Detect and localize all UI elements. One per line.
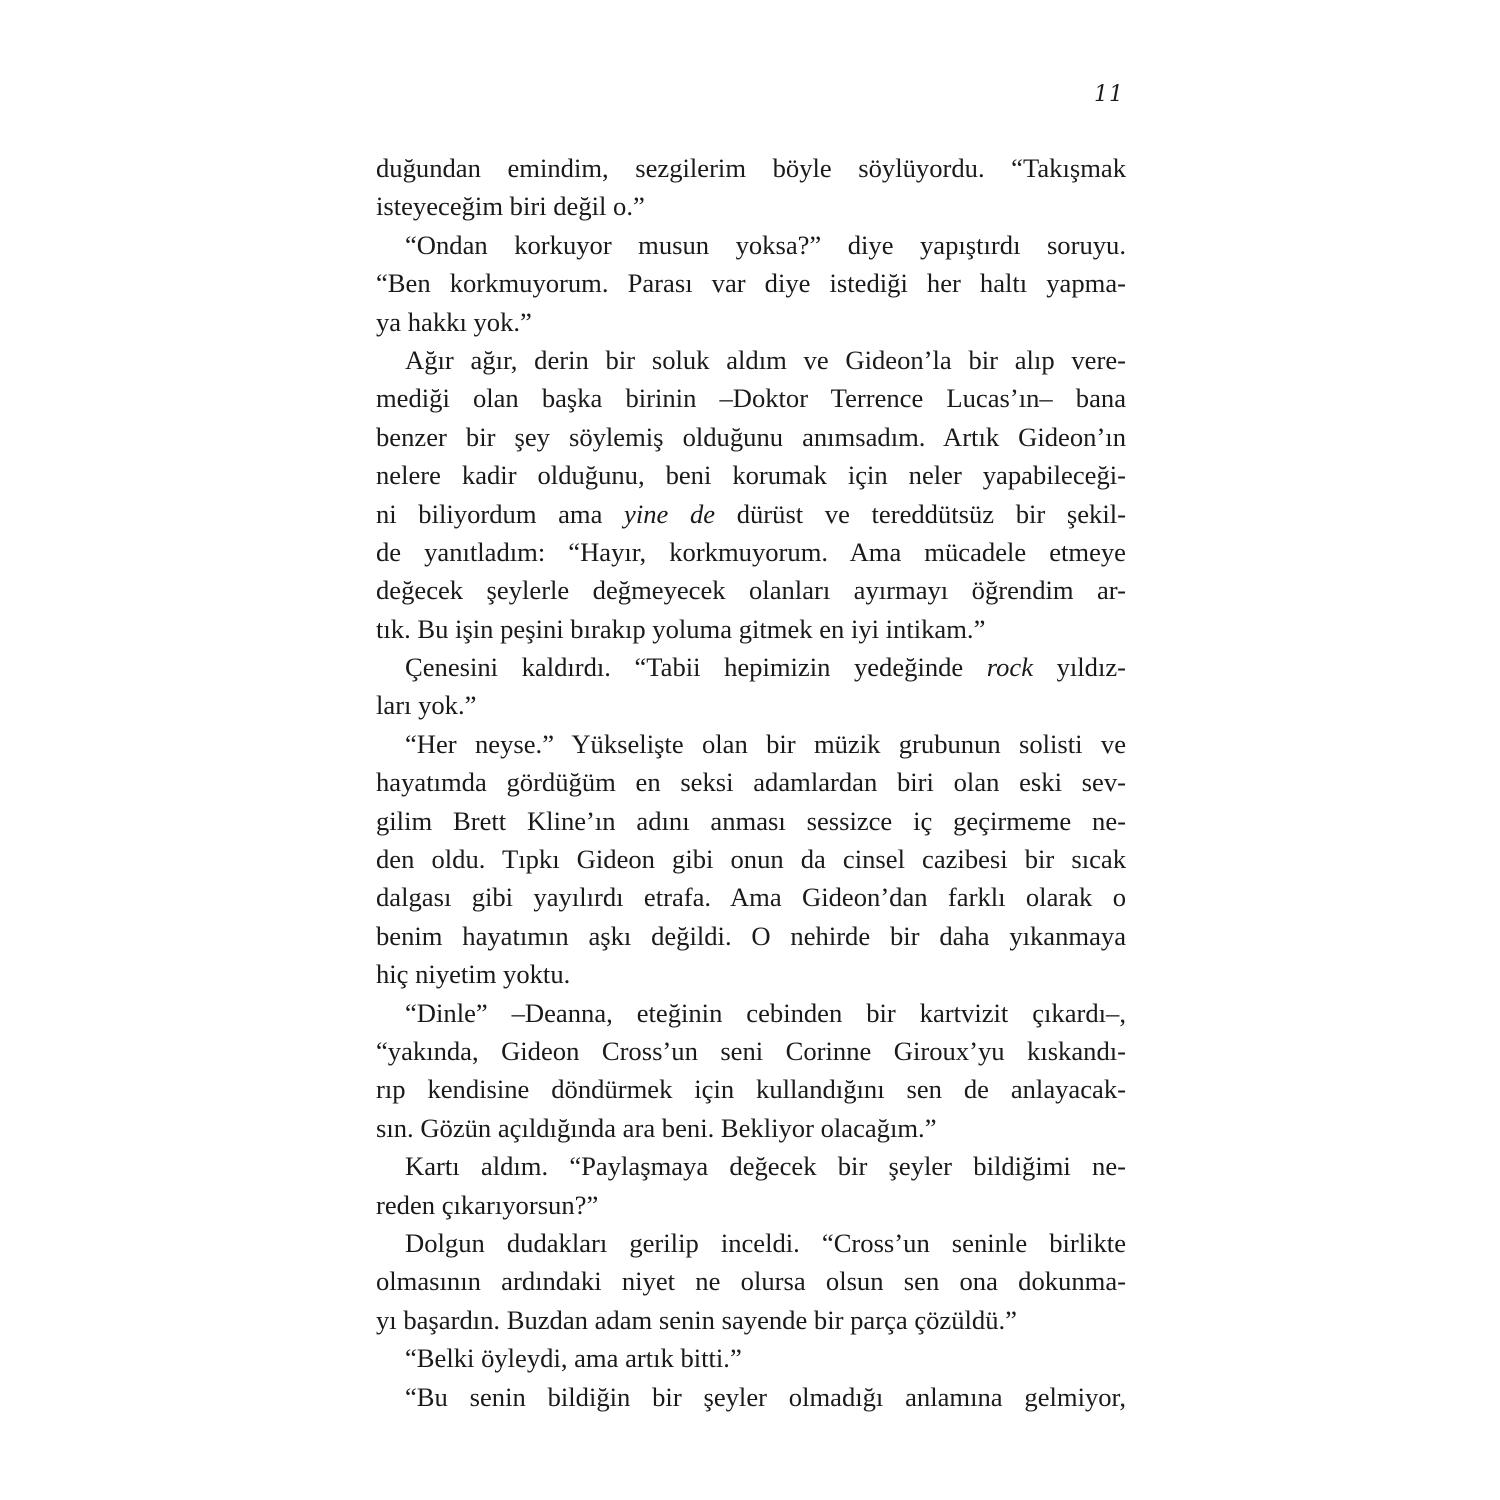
text-line: olmasının ardındaki niyet ne olursa olsun sen ona dokunma- (376, 1266, 1126, 1297)
text-line: duğundan emindim, sezgilerim böyle söylüyordu. “Takışmak (376, 153, 1126, 183)
text-line: nelere kadir olduğunu, beni korumak için neler yapabileceği- (376, 460, 1126, 491)
text-line: hayatımda gördüğüm en seksi adamlardan biri olan eski sev- (376, 767, 1126, 798)
page-number: 11 (1094, 82, 1124, 107)
text-line: değecek şeylerle değmeyecek olanları ayırmayı öğrendim ar- (376, 575, 1126, 606)
text-line: “Ondan korkuyor musun yoksa?” diye yapıştırdı soruyu. (405, 229, 1126, 260)
text-line: “yakında, Gideon Cross’un seni Corinne Giroux’yu kıskandı- (376, 1035, 1126, 1066)
text-line: Dolgun dudakları gerilip inceldi. “Cross’un seninle birlikte (405, 1227, 1126, 1258)
text-line: hiç niyetim yoktu. (376, 959, 571, 990)
text-line: sın. Gözün açıldığında ara beni. Bekliyor olacağım.” (376, 1112, 937, 1143)
text-line: “Her neyse.” Yükselişte olan bir müzik grubunun solisti ve (405, 728, 1126, 759)
text-line: “Dinle” –Deanna, eteğinin cebinden bir kartvizit çıkardı–, (405, 997, 1126, 1028)
italic-text: yine de (624, 498, 716, 529)
text-line: yı başardın. Buzdan adam senin sayende bir parça çözüldü.” (376, 1304, 1017, 1335)
text-line: tık. Bu işin peşini bırakıp yoluma gitmek en iyi intikam.” (376, 613, 986, 644)
text-line: isteyeceğim biri değil o.” (376, 191, 645, 222)
text-line: ya hakkı yok.” (376, 306, 532, 337)
text-line: Kartı aldım. “Paylaşmaya değecek bir şeyler bildiğimi ne- (405, 1151, 1126, 1182)
body-text (376, 149, 1126, 1416)
text-line: “Ben korkmuyorum. Parası var diye istediği her haltı yapma- (376, 268, 1126, 299)
text-line: reden çıkarıyorsun?” (376, 1189, 599, 1220)
italic-text: rock (986, 652, 1034, 683)
text-line: de yanıtladım: “Hayır, korkmuyorum. Ama mücadele etmeye (376, 536, 1126, 567)
text-line (376, 648, 1126, 686)
text-line (376, 495, 1126, 533)
text-line: Ağır ağır, derin bir soluk aldım ve Gideon’la bir alıp vere- (405, 344, 1126, 375)
text-line: rıp kendisine döndürmek için kullandığını sen de anlayacak- (376, 1074, 1126, 1105)
text-segment: yıldız- (1033, 652, 1126, 683)
text-line: gilim Brett Kline’ın adını anması sessizce iç geçirmeme ne- (376, 805, 1126, 836)
text-line: dalgası gibi yayılırdı etrafa. Ama Gideon’dan farklı olarak o (376, 882, 1126, 913)
text-line: benim hayatımın aşkı değildi. O nehirde bir daha yıkanmaya (376, 920, 1126, 951)
text-line: den oldu. Tıpkı Gideon gibi onun da cinsel cazibesi bir sıcak (376, 844, 1126, 875)
text-line: ları yok.” (376, 690, 477, 721)
text-line: “Bu senin bildiğin bir şeyler olmadığı anlamına gelmiyor, (405, 1381, 1126, 1412)
text-line: “Belki öyleydi, ama artık bitti.” (405, 1343, 742, 1374)
text-line: mediği olan başka birinin –Doktor Terrence Lucas’ın– bana (376, 383, 1126, 414)
text-segment: Çenesini kaldırdı. “Tabii hepimizin yedeğinde (405, 652, 987, 683)
text-segment: ni biliyordum ama (376, 498, 625, 529)
text-segment: dürüst ve tereddütsüz bir şekil- (715, 498, 1126, 529)
text-line: benzer bir şey söylemiş olduğunu anımsadım. Artık Gideon’ın (376, 421, 1126, 452)
